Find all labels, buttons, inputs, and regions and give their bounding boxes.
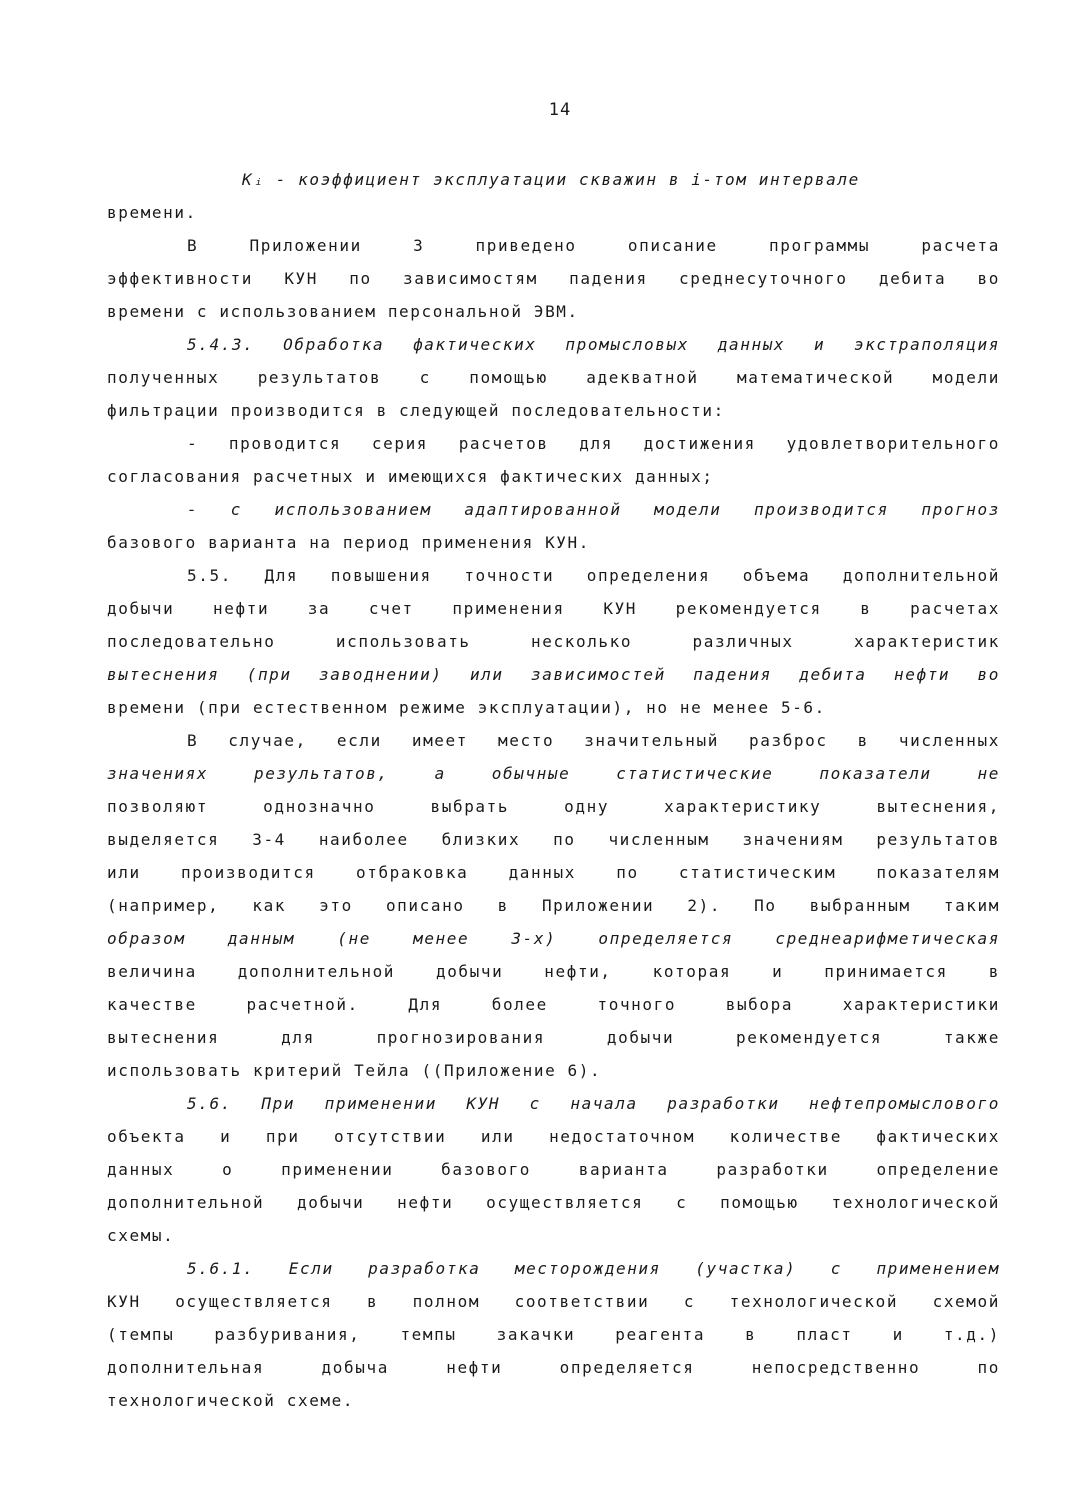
text-line: схемы.	[107, 1226, 175, 1245]
text-line: времени.	[107, 203, 197, 222]
text-line: эффективности КУН по зависимостям падения среднесуточного дебита во	[107, 269, 1000, 288]
text-line: - с использованием адаптированной модели производится прогноз	[187, 500, 1000, 519]
page-number: 14	[548, 100, 572, 120]
text-line: согласования расчетных и имеющихся фактических данных;	[107, 467, 714, 486]
text-line: 5.5. Для повышения точности определения объема дополнительной	[187, 566, 1000, 585]
text-line: времени с использованием персональной ЭВМ.	[107, 302, 579, 321]
text-line: (например, как это описано в Приложении 2). По выбранным таким	[107, 896, 1000, 915]
text-line: полученных результатов с помощью адекватной математической модели	[107, 368, 1000, 387]
text-line: величина дополнительной добычи нефти, которая и принимается в	[107, 962, 1000, 981]
text-line: В случае, если имеет место значительный разброс в численных	[187, 731, 1000, 750]
text-line: (темпы разбуривания, темпы закачки реагента в пласт и т.д.)	[107, 1325, 1000, 1344]
text-line: КУН осуществляется в полном соответствии с технологической схемой	[107, 1292, 1000, 1311]
text-line: данных о применении базового варианта разработки определение	[107, 1160, 1000, 1179]
text-line: Kᵢ - коэффициент эксплуатации скважин в i-том интервале	[242, 170, 860, 189]
text-line: последовательно использовать несколько различных характеристик	[107, 632, 1000, 651]
body-text	[107, 163, 1000, 1417]
text-line: позволяют однозначно выбрать одну характеристику вытеснения,	[107, 797, 1000, 816]
text-line: базового варианта на период применения КУН.	[107, 533, 591, 552]
text-line: дополнительной добычи нефти осуществляется с помощью технологической	[107, 1193, 1000, 1212]
text-line: качестве расчетной. Для более точного выбора характеристики	[107, 995, 1000, 1014]
text-line: 5.6.1. Если разработка месторождения (участка) с применением	[187, 1259, 1000, 1278]
text-line: или производится отбраковка данных по статистическим показателям	[107, 863, 1000, 882]
text-line: вытеснения для прогнозирования добычи рекомендуется также	[107, 1028, 1000, 1047]
text-line: В Приложении 3 приведено описание программы расчета	[187, 236, 1000, 255]
text-line: 5.6. При применении КУН с начала разработки нефтепромыслового	[187, 1094, 1000, 1113]
text-line: фильтрации производится в следующей последовательности:	[107, 401, 725, 420]
text-line: вытеснения (при заводнении) или зависимостей падения дебита нефти во	[107, 665, 1000, 684]
text-line: времени (при естественном режиме эксплуатации), но не менее 5-6.	[107, 698, 826, 717]
text-line: использовать критерий Тейла ((Приложение 6).	[107, 1061, 602, 1080]
text-line: образом данным (не менее 3-х) определяется среднеарифметическая	[107, 929, 1000, 948]
text-line: дополнительная добыча нефти определяется непосредственно по	[107, 1358, 1000, 1377]
text-line: технологической схеме.	[107, 1391, 355, 1410]
text-line: добычи нефти за счет применения КУН рекомендуется в расчетах	[107, 599, 1000, 618]
text-line: 5.4.3. Обработка фактических промысловых данных и экстраполяция	[187, 335, 1000, 354]
text-line: выделяется 3-4 наиболее близких по численным значениям результатов	[107, 830, 1000, 849]
text-line: значениях результатов, а обычные статистические показатели не	[107, 764, 1000, 783]
text-line: - проводится серия расчетов для достижения удовлетворительного	[187, 434, 1000, 453]
text-line: объекта и при отсутствии или недостаточном количестве фактических	[107, 1127, 1000, 1146]
